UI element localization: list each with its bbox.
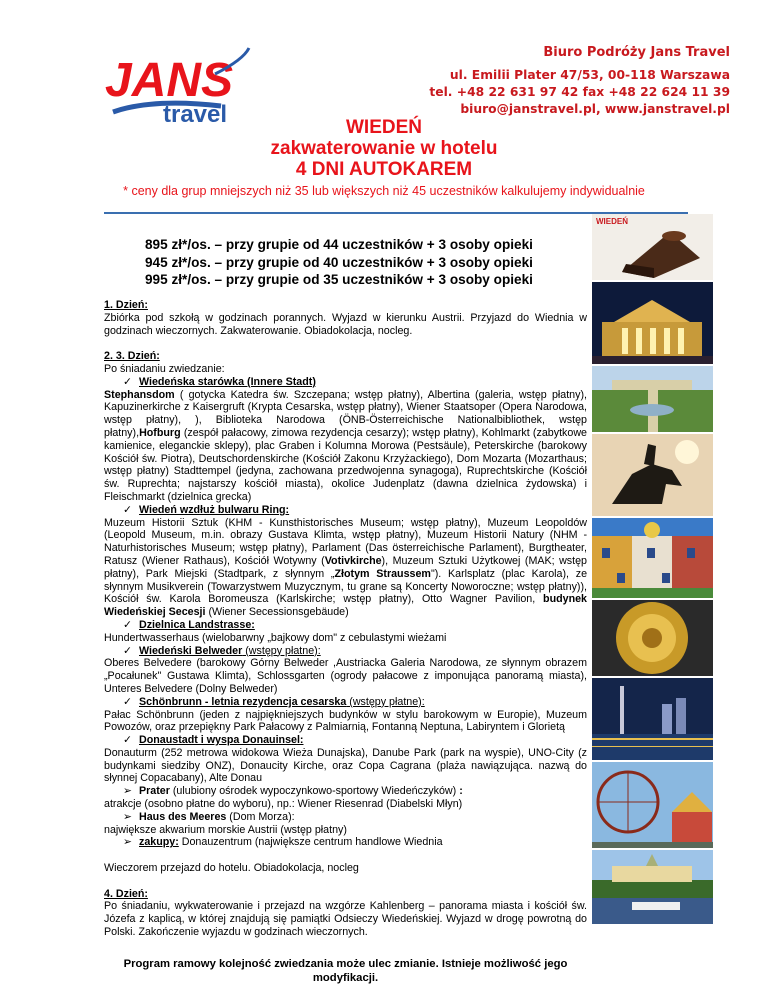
landstrasse-text: Hundertwasserhaus (wielobarwny „bajkowy dom" z cebulastymi wieżami — [104, 631, 447, 644]
photo-danube-night — [592, 678, 713, 760]
innere-stadt-text-2: (zespół pałacowy, zimowa rezydencja cesarzy); wstęp płatny), Kohlmarkt (zabytkowe kamienice, eleganckie sklepy), plac Graben i Kolumna Morowa (Pestsäule), Peterskirche (barokowy Kościół św. Piotra), Deutschordenskirche (Kościół Zakonu Krzyżackiego), Dom Mozarta (Mozarthaus; wstęp płatny) Stadttempel (jedyna, zachowana przedwojenna synagoga), Ruprechtskirche (Kościół św. Ruprechta; najstarszy kościół miasta), okolice Judenplatz (dawna dzielnica żydowska) i Fleischmarkt (dzielnica grecka) — [104, 426, 587, 503]
section-ring: Wiedeń wzdłuż bulwaru Ring: — [139, 503, 290, 516]
prater-colon: : — [459, 785, 463, 798]
section-donaustadt: Donaustadt i wyspa Donauinsel: — [139, 734, 304, 747]
aquarium-text: największe akwarium morskie Austrii (wstęp płatny) — [104, 823, 347, 836]
check-icon: ✓ — [123, 695, 132, 708]
day1-text: Zbiórka pod szkołą w godzinach porannych. Wyjazd w kierunku Austrii. Przyjazd do Wiednia w godzinach wieczornych. Zakwaterowanie. Obiadokolacja, nocleg. — [104, 311, 587, 337]
zloty-strauss: Złotym Straussem — [334, 567, 431, 580]
section-innere-stadt: Wiedeńska starówka (Innere Stadt) — [139, 375, 316, 388]
photo-horse-statue — [592, 434, 713, 516]
company-address: ul. Emilii Plater 47/53, 00-118 Warszawa — [449, 68, 730, 82]
haus-des-meeres-text: (Dom Morza): — [226, 810, 295, 823]
photo-melk-abbey — [592, 850, 713, 924]
stephansdom: Stephansdom — [104, 388, 175, 401]
photo-hundertwasserhaus — [592, 518, 713, 598]
arrow-right-icon: ➢ — [123, 836, 132, 849]
check-icon: ✓ — [123, 644, 132, 657]
ring-text: Muzeum Historii Sztuk (KHM - Kunsthistorisches Museum; wstęp płatny), Muzeum Leopoldów (Leopold Museum, m.in. obrazy Gustava Klimta, wstęp płatny), Muzeum Historii Natury (NHM - Naturhistorisches Museum; wstęp płatny), Parlament (Das österreichische Parlament), Burgtheater, Ratusz (Wiener Rathaus), Kościół Wotywny ( — [104, 516, 587, 567]
schonbrunn-text: Pałac Schönbrunn (jeden z najpiękniejszych budynków w stylu barokowym w Europie), Muzeum Powozów, oraz przepiękny Park Pałacowy z Palmiarnią, Fontanną Neptuna, Labiryntem i Glorietą — [104, 708, 587, 734]
hofburg: Hofburg — [139, 426, 181, 439]
headline-duration: 4 DNI AUTOKAREM — [295, 159, 473, 180]
photo-label: WIEDEŃ — [596, 217, 628, 226]
logo-sub-text: travel — [163, 101, 228, 126]
haus-des-meeres: Haus des Meeres — [139, 810, 227, 823]
tour-headline — [0, 117, 768, 180]
photo-column — [592, 214, 715, 926]
day1-title: 1. Dzień: — [104, 299, 148, 311]
zakupy: zakupy: — [139, 836, 179, 849]
votivkirche: Votivkirche — [324, 554, 382, 567]
company-info — [400, 44, 730, 118]
arrow-right-icon: ➢ — [123, 785, 132, 798]
zakupy-text: Donauzentrum (największe centrum handlowe Wiednia — [178, 836, 443, 849]
belweder-text: Oberes Belvedere (barokowy Górny Belweder ,Austriacka Galeria Narodowa, ze słynnym obrazem „Pocałunek" Gustawa Klimta), Schlossgarten (ogrody pałacowe z imponująca panoramą miasta), Unteres Belvedere (Dolny Belweder) — [104, 657, 587, 695]
arrow-right-icon: ➢ — [123, 810, 132, 823]
donaustadt-text: Donauturm (252 metrowa widokowa Wieża Dunajska), Danube Park (park na wyspie), UNO-City (z budynkami siedziby ONZ), Donaucity Kirche, oraz Copa Cagrana (plaża nawiązująca. nazwą do słynnej Copacabany), Alte Donau — [104, 746, 587, 785]
section-belweder: Wiedeński Belweder — [139, 644, 243, 657]
secesja: budynek Wiedeńskiej Secesji — [104, 593, 587, 619]
headline-city: WIEDEŃ — [346, 117, 422, 138]
day4-text: Po śniadaniu, wykwaterowanie i przejazd na wzgórze Kahlenberg – panorama miasta i kościół św. Józefa z kaplicą, w której znajdują się pamiątki Odsieczy Wiedeńskiej. Wyjazd w drogę powrotną do Polski. Zakończenie wyjazdu w godzinach wieczornych. — [104, 900, 587, 939]
section-landstrasse: Dzielnica Landstrasse: — [139, 618, 255, 631]
price-list — [145, 236, 533, 289]
ring-text-2: ), Muzeum Sztuki Użytkowej (MAK; wstęp płatny), Park Miejski (Stadtpark, z słynnym „ — [104, 554, 587, 580]
photo-prater-ferris-wheel — [592, 762, 713, 848]
ring-text-4: (Wiener Secessionsgebäude) — [205, 606, 349, 619]
price-note: * ceny dla grup mniejszych niż 35 lub większych niż 45 uczestników kalkulujemy indywidualnie — [123, 184, 645, 198]
price-line: 995 zł*/os. – przy grupie od 35 uczestników + 3 osoby opieki — [145, 272, 533, 287]
prater-text: (ulubiony ośrodek wypoczynkowo-sportowy Wiedeńczyków) — [169, 785, 460, 798]
program-body — [104, 299, 587, 939]
price-line: 895 zł*/os. – przy grupie od 44 uczestników + 3 osoby opieki — [145, 237, 533, 252]
prater: Prater — [139, 785, 170, 798]
evening-text: Wieczorem przejazd do hotelu. Obiadokolacja, nocleg — [104, 862, 359, 875]
schonbrunn-note: (wstępy płatne): — [346, 695, 425, 708]
day23-title: 2. 3. Dzień: — [104, 350, 160, 363]
company-contact[interactable]: biuro@janstravel.pl, www.janstravel.pl — [460, 102, 730, 116]
footer-note: Program ramowy kolejność zwiedzania może ulec zmianie. Istnieje możliwość jego modyfikacji. — [123, 958, 568, 984]
photo-chocolate-cake — [592, 214, 713, 280]
headline-accommodation: zakwaterowanie w hotelu — [270, 138, 498, 159]
company-name: Biuro Podróży Jans Travel — [543, 45, 730, 60]
day4-title: 4. Dzień: — [104, 887, 148, 900]
section-schonbrunn: Schönbrunn - letnia rezydencja cesarska — [139, 695, 347, 708]
check-icon: ✓ — [123, 375, 132, 388]
check-icon: ✓ — [123, 734, 132, 747]
photo-parliament-night — [592, 282, 713, 364]
jans-travel-logo — [103, 40, 253, 126]
photo-secession-dome — [592, 600, 713, 676]
prater-attractions: atrakcje (osobno płatne do wyboru), np.: Wiener Riesenrad (Diabelski Młyn) — [104, 798, 463, 811]
check-icon: ✓ — [123, 618, 132, 631]
belweder-note: (wstępy płatne): — [242, 644, 321, 657]
innere-stadt-text: ( gotycka Katedra św. Szczepana; wstęp płatny), Albertina (galeria, wstęp płatny), Kapuzinerkirche z Kaisergruft (Krypta Cesarska, wstęp płatny), Wiener Staatsoper (Opera Narodowa, wstęp płatny), ), Biblioteka Narodowa (ÖNB-Österreichische Nationalbibliothek, wstęp płatny), — [104, 388, 587, 439]
ring-text-3: "). Karlsplatz (plac Karola), ze słynnym Musikverein (Towarzystwem Muzycznym, tu grane są Koncerty Noworoczne; wstęp płatny)), Kościół św. Karola Boromeusza (Karlskirche; wstęp płatny), Otto Wagner Pavilion, — [104, 567, 588, 606]
day23-intro: Po śniadaniu zwiedzanie: — [104, 362, 225, 375]
company-phone: tel. +48 22 631 97 42 fax +48 22 624 11 39 — [429, 85, 730, 99]
logo-main-text: JANS — [105, 54, 234, 107]
price-line: 945 zł*/os. – przy grupie od 40 uczestników + 3 osoby opieki — [145, 254, 533, 270]
photo-schonbrunn-gardens — [592, 366, 713, 432]
check-icon: ✓ — [123, 503, 132, 516]
